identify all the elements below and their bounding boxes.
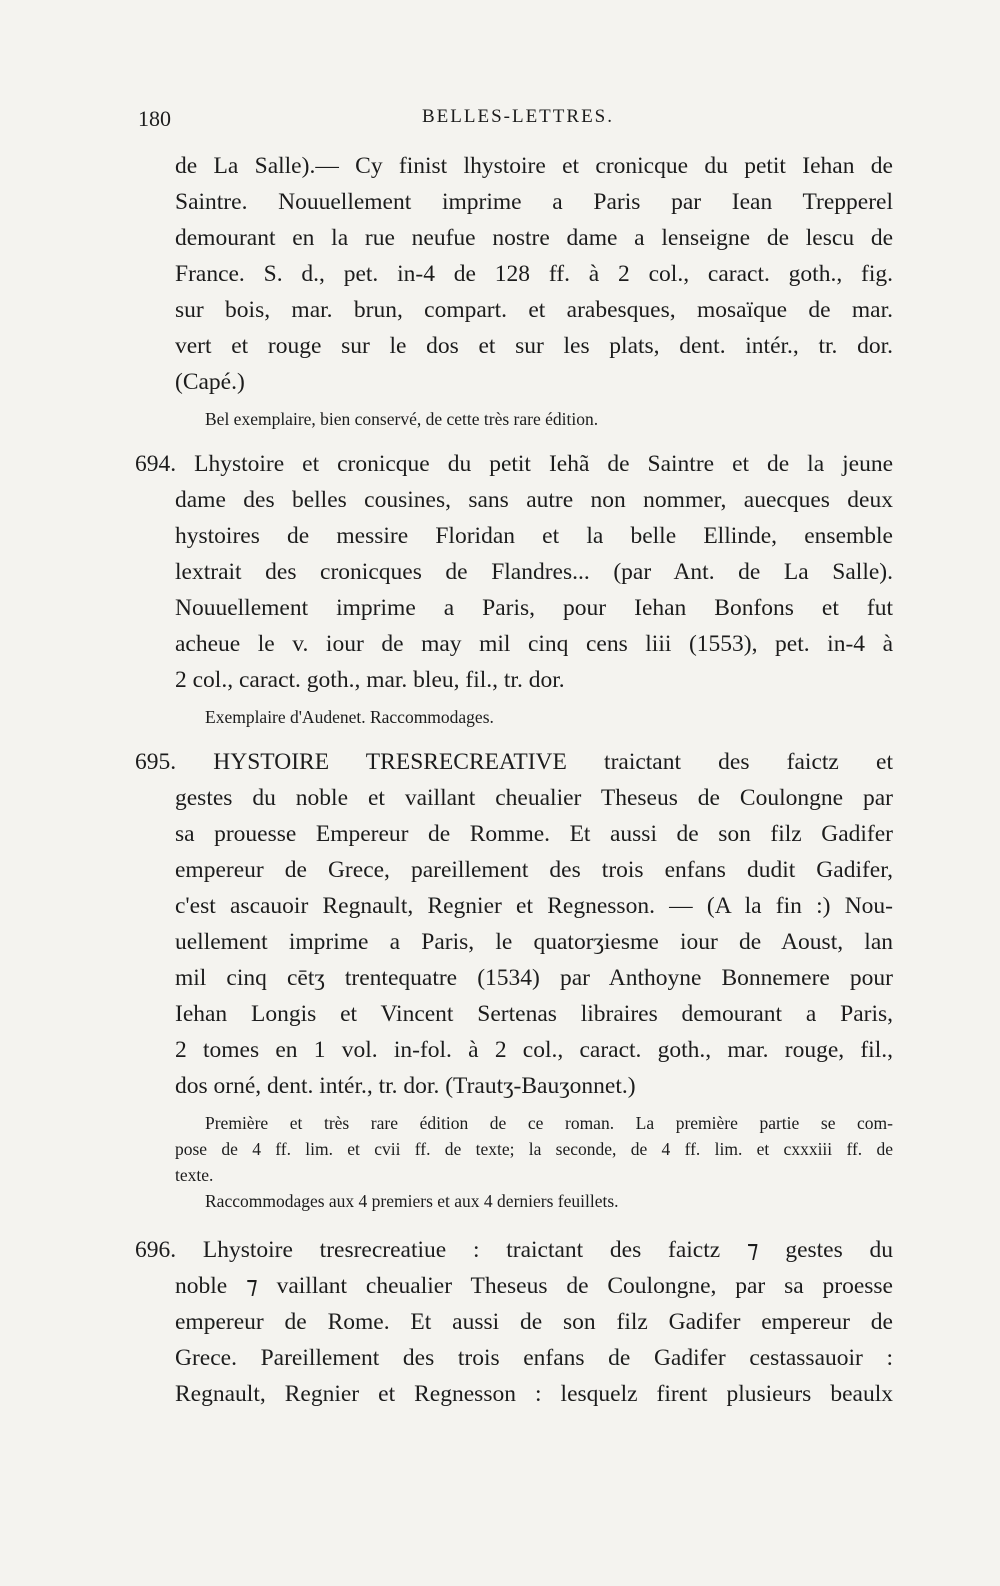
- text-line: uellement imprime a Paris, le quatorʒiesme iour de Aoust, lan: [175, 929, 893, 955]
- text-line: empereur de Rome. Et aussi de son filz Gadifer empereur de: [175, 1309, 893, 1335]
- page-number: 180: [138, 106, 171, 131]
- text-line: Iehan Longis et Vincent Sertenas libraires demourant a Paris,: [175, 1001, 893, 1027]
- note-line: Bel exemplaire, bien conservé, de cette très rare édition.: [205, 409, 599, 429]
- text-line: 2 tomes en 1 vol. in-fol. à 2 col., caract. goth., mar. rouge, fil.,: [175, 1037, 893, 1063]
- entry-693-continuation: [175, 148, 893, 432]
- text-line: Grece. Pareillement des trois enfans de Gadifer cestassauoir :: [175, 1345, 893, 1371]
- text-line: de La Salle).— Cy finist lhystoire et cronicque du petit Iehan de: [175, 153, 893, 179]
- entry-694: [135, 446, 893, 730]
- text-line: hystoires de messire Floridan et la belle Ellinde, ensemble: [175, 523, 893, 549]
- note-line: pose de 4 ff. lim. et cvii ff. de texte; la seconde, de 4 ff. lim. et cxxxiii ff. de: [175, 1139, 893, 1159]
- text-line: c'est ascauoir Regnault, Regnier et Regnesson. — (A la fin :) Nou-: [175, 893, 893, 919]
- text-line: gestes du noble et vaillant cheualier Theseus de Coulongne par: [175, 785, 893, 811]
- entry-heading-line: 696. Lhystoire tresrecreatiue : traictant des faictz ⁊ gestes du: [135, 1237, 893, 1263]
- note-line: Exemplaire d'Audenet. Raccommodages.: [205, 707, 494, 727]
- entry-heading-line: 694. Lhystoire et cronicque du petit Iehã de Saintre et de la jeune: [135, 451, 893, 477]
- running-head: BELLES-LETTRES.: [421, 106, 614, 127]
- page-body: [135, 148, 893, 1412]
- text-line: empereur de Grece, pareillement des trois enfans dudit Gadifer,: [175, 857, 893, 883]
- entry-heading-line: 695. HYSTOIRE TRESRECREATIVE traictant des faictz et: [135, 749, 893, 775]
- text-line: sa prouesse Empereur de Romme. Et aussi de son filz Gadifer: [175, 821, 893, 847]
- page-header: [138, 104, 898, 134]
- text-line: Regnault, Regnier et Regnesson : lesquelz firent plusieurs beaulx: [175, 1381, 893, 1407]
- text-line: 2 col., caract. goth., mar. bleu, fil., tr. dor.: [175, 667, 565, 693]
- text-line: (Capé.): [175, 369, 245, 395]
- note-line: Raccommodages aux 4 premiers et aux 4 derniers feuillets.: [205, 1191, 619, 1211]
- text-line: acheue le v. iour de may mil cinq cens liii (1553), pet. in-4 à: [175, 631, 893, 657]
- text-line: France. S. d., pet. in-4 de 128 ff. à 2 col., caract. goth., fig.: [175, 261, 893, 287]
- text-line: lextrait des cronicques de Flandres... (par Ant. de La Salle).: [175, 559, 893, 585]
- text-line: dos orné, dent. intér., tr. dor. (Trautʒ-Bauʒonnet.): [175, 1073, 636, 1099]
- text-line: vert et rouge sur le dos et sur les plats, dent. intér., tr. dor.: [175, 333, 893, 359]
- text-line: noble ⁊ vaillant cheualier Theseus de Coulongne, par sa proesse: [175, 1273, 893, 1299]
- entry-696: [135, 1232, 893, 1412]
- text-line: Nouuellement imprime a Paris, pour Iehan Bonfons et fut: [175, 595, 893, 621]
- text-line: dame des belles cousines, sans autre non nommer, auecques deux: [175, 487, 893, 513]
- text-line: mil cinq cētʒ trentequatre (1534) par Anthoyne Bonnemere pour: [175, 965, 893, 991]
- note-line: Première et très rare édition de ce roman. La première partie se com-: [205, 1113, 893, 1133]
- note-line: texte.: [175, 1165, 214, 1185]
- text-line: demourant en la rue neufue nostre dame a lenseigne de lescu de: [175, 225, 893, 251]
- entry-695: [135, 744, 893, 1214]
- text-line: sur bois, mar. brun, compart. et arabesques, mosaïque de mar.: [175, 297, 893, 323]
- text-line: Saintre. Nouuellement imprime a Paris par Iean Trepperel: [175, 189, 893, 215]
